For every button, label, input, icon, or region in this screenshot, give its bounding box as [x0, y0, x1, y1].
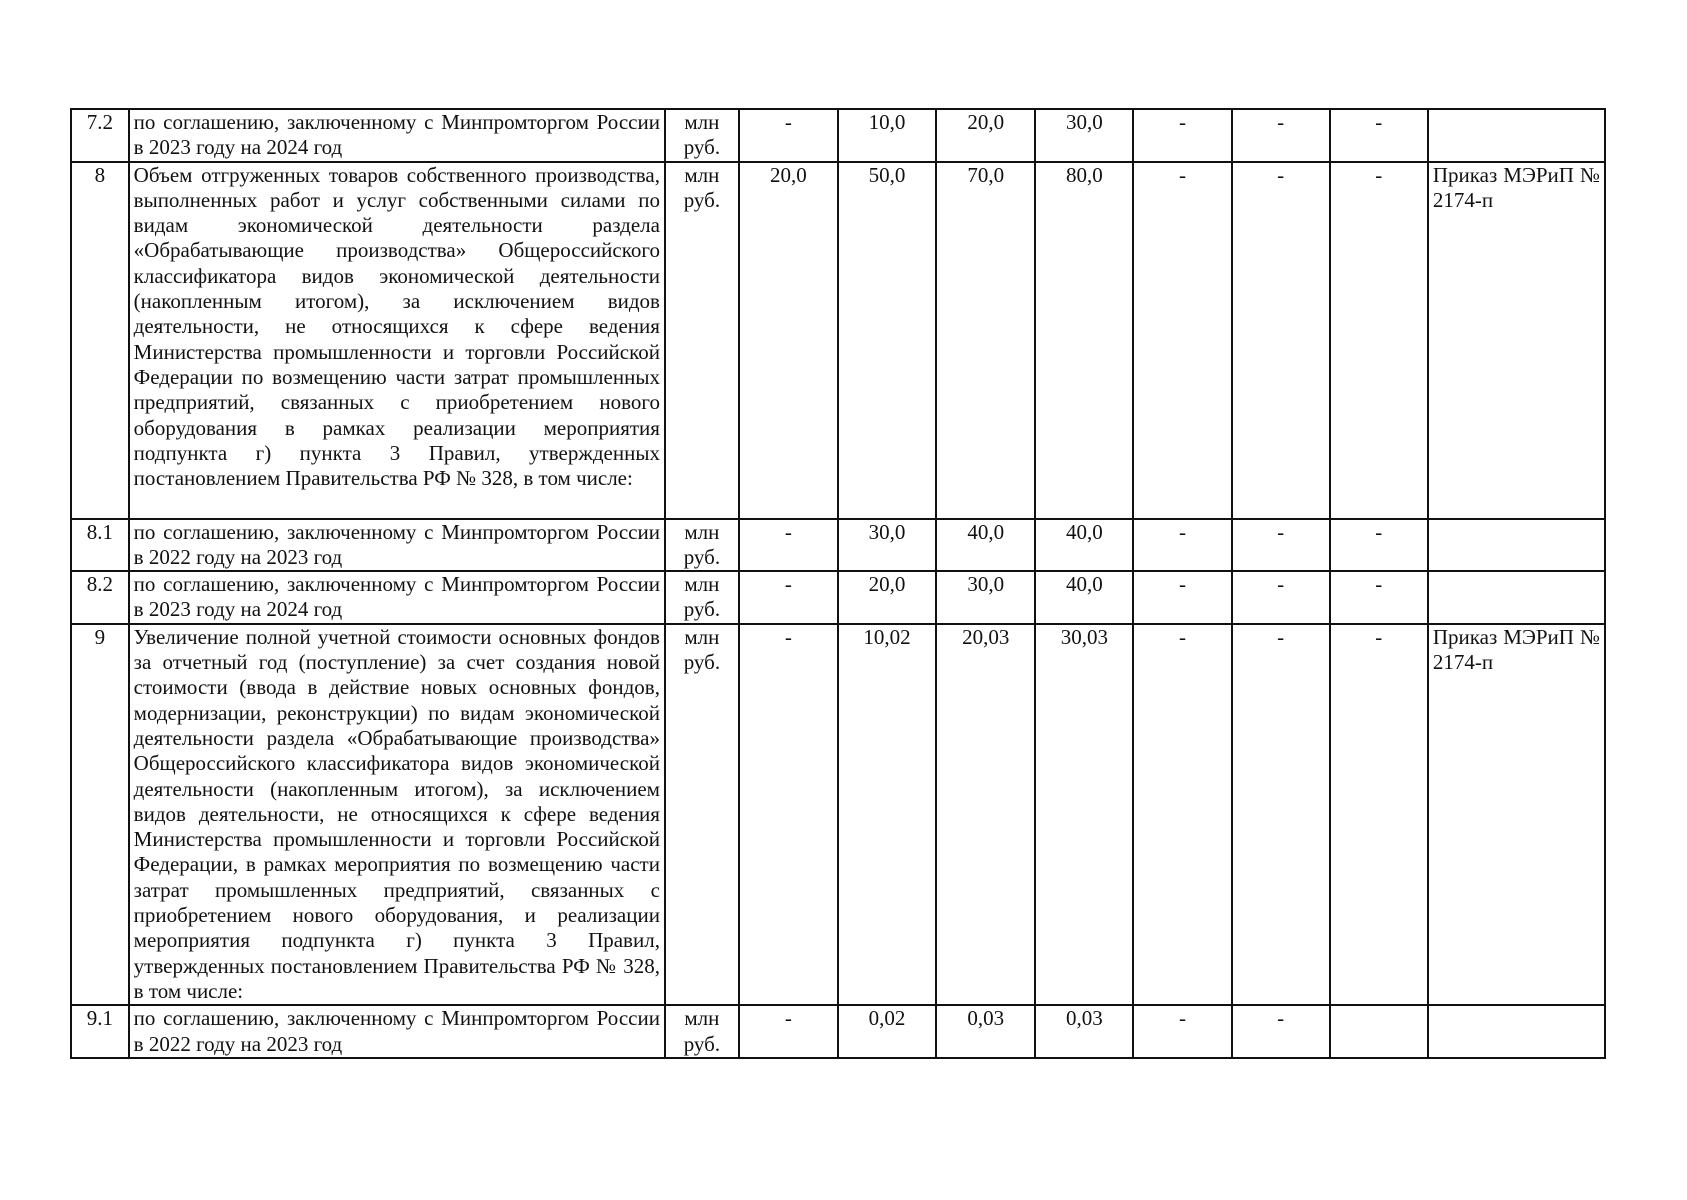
row-value: 40,0 — [936, 519, 1035, 572]
row-value: - — [1330, 624, 1428, 1005]
row-value: - — [1330, 162, 1428, 519]
row-unit: млн руб. — [665, 1005, 739, 1058]
row-description: Увеличение полной учетной стоимости основных фондов за отчетный год (поступление) за счет создания новой стоимости (ввода в действие новых основных фондов, модернизации, реконструкции) по видам экономической деятельности раздела «Обрабатывающие производства» Общероссийского классификатора видов экономической деятельности (накопленным итогом), за исключением видов деятельности, не относящихся к сфере ведения Министерства промышленности и торговли Российской Федерации, в рамках мероприятия по возмещению части затрат промышленных предприятий, связанных с приобретением нового оборудования, и реализации мероприятия подпункта г) пункта 3 Правил, утвержденных постановлением Правительства РФ № 328, в том числе: — [129, 624, 665, 1005]
row-value: 0,02 — [838, 1005, 936, 1058]
indicators-table — [70, 108, 1606, 1059]
row-value: - — [739, 1005, 838, 1058]
row-unit: млн руб. — [665, 571, 739, 624]
row-value: - — [1232, 624, 1330, 1005]
table-row — [71, 571, 1605, 624]
row-value: 30,0 — [1035, 109, 1133, 162]
row-number: 9.1 — [71, 1005, 129, 1058]
row-source: Приказ МЭРиП № 2174-п — [1428, 162, 1605, 519]
row-unit: млн руб. — [665, 162, 739, 519]
row-number: 8 — [71, 162, 129, 519]
row-description: по соглашению, заключенному с Минпромторгом России в 2023 году на 2024 год — [129, 109, 665, 162]
row-value: 10,0 — [838, 109, 936, 162]
row-value: 0,03 — [1035, 1005, 1133, 1058]
row-value: 30,0 — [936, 571, 1035, 624]
row-value: - — [1330, 109, 1428, 162]
row-value: - — [1133, 624, 1231, 1005]
row-value: - — [739, 624, 838, 1005]
row-value: 20,0 — [838, 571, 936, 624]
row-source — [1428, 519, 1605, 572]
row-value: - — [1133, 571, 1231, 624]
row-value: 20,0 — [739, 162, 838, 519]
row-value: - — [1133, 519, 1231, 572]
row-description: по соглашению, заключенному с Минпромторгом России в 2022 году на 2023 год — [129, 1005, 665, 1058]
row-value: 20,03 — [936, 624, 1035, 1005]
row-number: 7.2 — [71, 109, 129, 162]
row-value: 70,0 — [936, 162, 1035, 519]
row-value: - — [1232, 571, 1330, 624]
row-description: по соглашению, заключенному с Минпромторгом России в 2023 году на 2024 год — [129, 571, 665, 624]
row-value: - — [739, 519, 838, 572]
row-value: 20,0 — [936, 109, 1035, 162]
row-number: 8.2 — [71, 571, 129, 624]
row-description: Объем отгруженных товаров собственного производства, выполненных работ и услуг собственными силами по видам экономической деятельности раздела «Обрабатывающие производства» Общероссийского классификатора видов экономической деятельности (накопленным итогом), за исключением видов деятельности, не относящихся к сфере ведения Министерства промышленности и торговли Российской Федерации по возмещению части затрат промышленных предприятий, связанных с приобретением нового оборудования в рамках реализации мероприятия подпункта г) пункта 3 Правил, утвержденных постановлением Правительства РФ № 328, в том числе: — [129, 162, 665, 519]
row-value — [1330, 1005, 1428, 1058]
row-unit: млн руб. — [665, 109, 739, 162]
row-unit: млн руб. — [665, 519, 739, 572]
row-value: 0,03 — [936, 1005, 1035, 1058]
row-value: - — [739, 571, 838, 624]
row-value: 80,0 — [1035, 162, 1133, 519]
row-value: 30,03 — [1035, 624, 1133, 1005]
table-row — [71, 162, 1605, 519]
table-row — [71, 109, 1605, 162]
row-source — [1428, 571, 1605, 624]
table-row — [71, 1005, 1605, 1058]
row-value: - — [1133, 109, 1231, 162]
table-row — [71, 624, 1605, 1005]
row-value: - — [739, 109, 838, 162]
row-value: - — [1232, 519, 1330, 572]
row-value: - — [1330, 571, 1428, 624]
row-source — [1428, 109, 1605, 162]
row-value: 50,0 — [838, 162, 936, 519]
row-source: Приказ МЭРиП № 2174-п — [1428, 624, 1605, 1005]
row-value: 10,02 — [838, 624, 936, 1005]
row-value: 40,0 — [1035, 571, 1133, 624]
row-value: 30,0 — [838, 519, 936, 572]
row-value: - — [1232, 162, 1330, 519]
row-source — [1428, 1005, 1605, 1058]
row-value: - — [1232, 1005, 1330, 1058]
row-unit: млн руб. — [665, 624, 739, 1005]
row-number: 8.1 — [71, 519, 129, 572]
row-value: - — [1330, 519, 1428, 572]
table-row — [71, 519, 1605, 572]
row-number: 9 — [71, 624, 129, 1005]
row-description: по соглашению, заключенному с Минпромторгом России в 2022 году на 2023 год — [129, 519, 665, 572]
table-body — [71, 109, 1605, 1058]
row-value: - — [1133, 162, 1231, 519]
row-value: - — [1133, 1005, 1231, 1058]
row-value: 40,0 — [1035, 519, 1133, 572]
row-value: - — [1232, 109, 1330, 162]
